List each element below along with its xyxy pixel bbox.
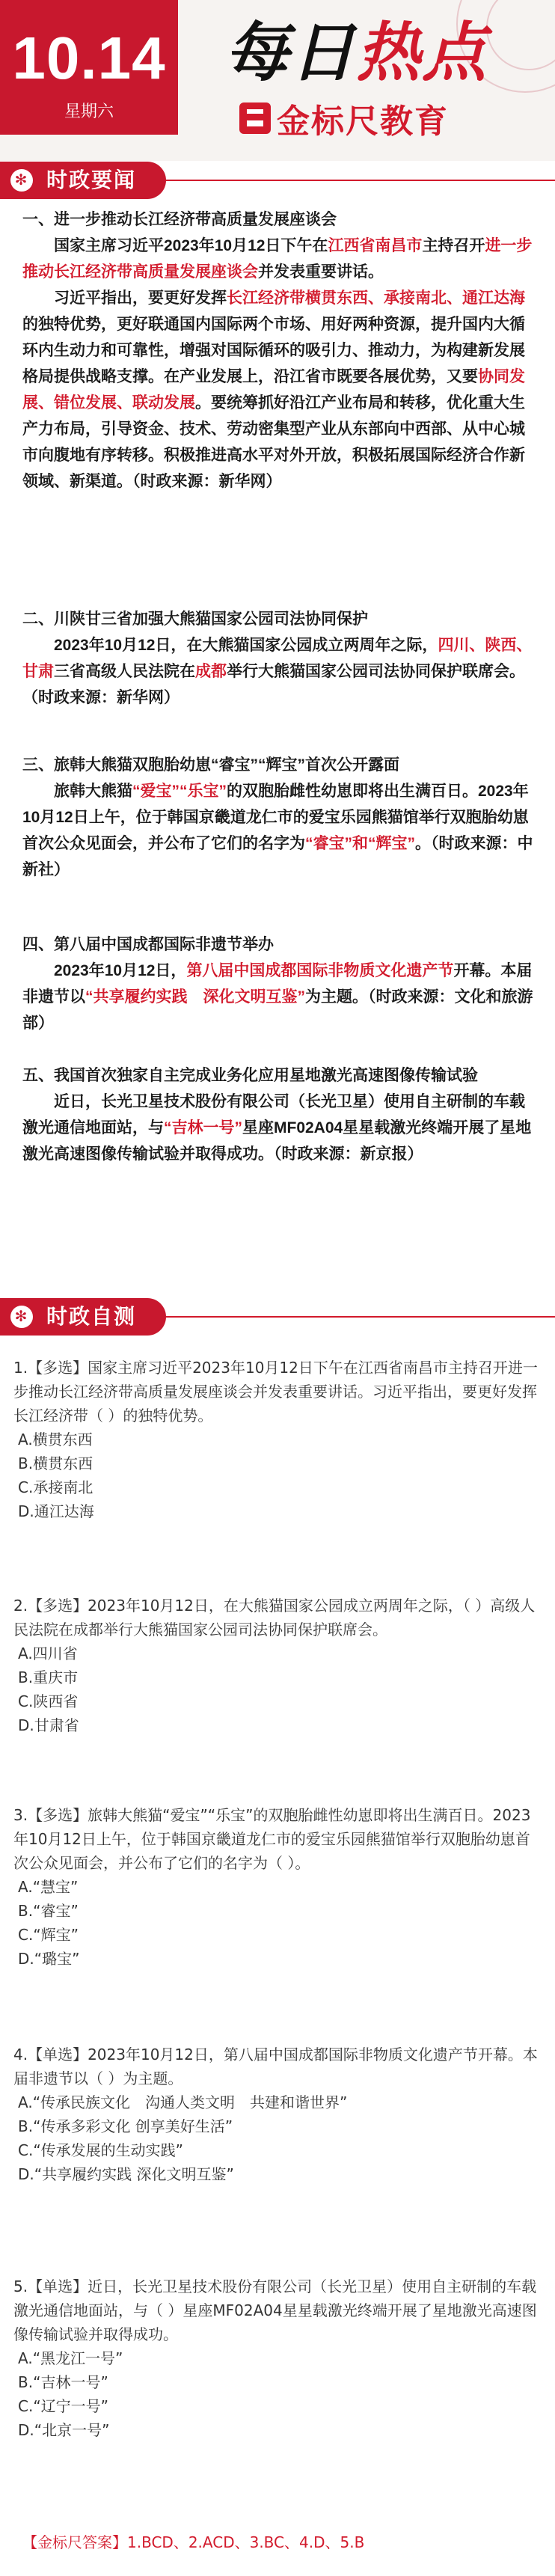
quiz-item-3: [13, 1803, 541, 1971]
quiz-option: B.重庆市: [18, 1668, 79, 1686]
news-heading: 三、旅韩大熊猫双胞胎幼崽“睿宝”“辉宝”首次公开露面: [22, 756, 399, 774]
quiz-option: D.“共享履约实践 深化文明互鉴”: [18, 2165, 234, 2183]
quiz-question: 2.【多选】2023年10月12日，在大熊猫国家公园成立两周年之际，（ ）高级人民法院在成都举行大熊猫国家公园司法协同保护联席会。: [13, 1597, 536, 1639]
news-paragraph: 习近平指出，要更好发挥长江经济带横贯东西、承接南北、通江达海的独特优势，更好联通国内国际两个市场、用好两种资源，提升国内大循环内生动力和可靠性，增强对国际循环的吸引力、推动力，为构建新发展格局提供战略支撑。在产业发展上，沿江省市既要各展优势，又要协同发展、错位发展、联动发展。要统筹抓好沿江产业布局和转移，优化重大生产力布局，引导资金、技术、劳动密集型产业从东部向中西部、从中心城市向腹地有序转移。积极推进高水平对外开放，积极拓展国际经济合作新领域、新渠道。（时政来源：新华网）: [22, 290, 525, 490]
news-heading: 二、川陕甘三省加强大熊猫国家公园司法协同保护: [22, 611, 368, 628]
header: [0, 0, 555, 161]
quiz-option: A.“传承民族文化 沟通人类文明 共建和谐世界”: [18, 2093, 348, 2111]
star-icon: ✻: [10, 1306, 33, 1328]
quiz-option: B.横贯东西: [18, 1454, 93, 1472]
quiz-option: C.承接南北: [18, 1478, 93, 1496]
quiz-option: B.“吉林一号”: [18, 2373, 108, 2391]
news-paragraph: 2023年10月12日，在大熊猫国家公园成立两周年之际，四川、陕西、甘肃三省高级人民法院在成都举行大熊猫国家公园司法协同保护联席会。（时政来源：新华网）: [22, 637, 533, 706]
date-block: [0, 0, 178, 135]
news-item-5: [22, 1062, 539, 1167]
quiz-option: A.“慧宝”: [18, 1878, 79, 1896]
weekday: 星期六: [64, 102, 114, 120]
quiz-question: 4.【单选】2023年10月12日，第八届中国成都国际非物质文化遗产节开幕。本届非遗节以（ ）为主题。: [13, 2046, 538, 2087]
title-part-1: 每日: [224, 15, 356, 91]
quiz-item-1: [13, 1356, 541, 1523]
news-paragraph: 近日，长光卫星技术股份有限公司（长光卫星）使用自主研制的车载激光通信地面站，与“吉林一号”星座MF02A04星星载激光终端开展了星地激光高速图像传输试验并取得成功。（时政来源：新京报）: [22, 1093, 532, 1163]
news-heading: 一、进一步推动长江经济带高质量发展座谈会: [22, 211, 337, 228]
title-part-2: 热点: [356, 15, 488, 91]
quiz-option: C.“辉宝”: [18, 1926, 79, 1944]
news-item-3: [22, 752, 539, 883]
news-paragraph: 旅韩大熊猫“爱宝”“乐宝”的双胞胎雌性幼崽即将出生满百日。2023年10月12日上午，位于韩国京畿道龙仁市的爱宝乐园熊猫馆举行双胞胎幼崽首次公众见面会，并公布了它们的名字为“睿宝”和“辉宝”。（时政来源：中新社）: [22, 783, 533, 878]
quiz-question: 5.【单选】近日，长光卫星技术股份有限公司（长光卫星）使用自主研制的车载激光通信地面站，与（ ）星座MF02A04星星载激光终端开展了星地激光高速图像传输试验并取得成功。: [13, 2277, 537, 2343]
star-icon: ✻: [10, 169, 33, 192]
quiz-option: D.甘肃省: [18, 1716, 79, 1734]
news-item-4: [22, 931, 539, 1036]
quiz-option: D.“北京一号”: [18, 2421, 110, 2439]
quiz-option: D.“璐宝”: [18, 1950, 80, 1968]
quiz-item-2: [13, 1594, 541, 1737]
quiz-option: A.横贯东西: [18, 1431, 93, 1448]
quiz-item-4: [13, 2043, 541, 2186]
news-section-header: [0, 162, 555, 199]
quiz-option: D.通江达海: [18, 1502, 94, 1520]
news-paragraph: 国家主席习近平2023年10月12日下午在江西省南昌市主持召开进一步推动长江经济带高质量发展座谈会并发表重要讲话。: [22, 237, 533, 281]
date-number: 10.14: [12, 25, 166, 91]
news-paragraph: 2023年10月12日，第八届中国成都国际非物质文化遗产节开幕。本届非遗节以“共享履约实践 深化文明互鉴”为主题。（时政来源：文化和旅游部）: [22, 962, 533, 1032]
quiz-option: A.“黑龙江一号”: [18, 2349, 123, 2367]
news-heading: 四、第八届中国成都国际非遗节举办: [22, 936, 274, 953]
quiz-section-header: [0, 1298, 555, 1336]
quiz-section-title: [0, 1298, 166, 1336]
quiz-question: 1.【多选】国家主席习近平2023年10月12日下午在江西省南昌市主持召开进一步推动长江经济带高质量发展座谈会并发表重要讲话。习近平指出，要更好发挥长江经济带（ ）的独特优势。: [13, 1359, 538, 1425]
news-item-2: [22, 606, 539, 711]
news-section-title: [0, 162, 166, 199]
answer-key: 【金标尺答案】1.BCD、2.ACD、3.BC、4.D、5.B: [22, 2533, 365, 2551]
news-item-1: [22, 206, 539, 495]
quiz-option: A.四川省: [18, 1645, 78, 1662]
news-section-label: 时政要闻: [46, 168, 137, 192]
quiz-option: C.“传承发展的生动实践”: [18, 2141, 184, 2159]
quiz-question: 3.【多选】旅韩大熊猫“爱宝”“乐宝”的双胞胎雌性幼崽即将出生满百日。2023年10月12日上午，位于韩国京畿道龙仁市的爱宝乐园熊猫馆举行双胞胎幼崽首次公众见面会，并公布了它们的名字为（ ）。: [13, 1806, 531, 1872]
quiz-section-label: 时政自测: [46, 1305, 137, 1328]
page-title: [224, 13, 524, 92]
brand-logo-icon: [239, 103, 271, 134]
quiz-option: B.“传承多彩文化 创享美好生活”: [18, 2117, 233, 2135]
brand: [239, 97, 449, 139]
quiz-option: B.“睿宝”: [18, 1902, 79, 1920]
brand-name: 金标尺教育: [277, 103, 449, 140]
quiz-option: C.陕西省: [18, 1692, 79, 1710]
quiz-option: C.“辽宁一号”: [18, 2397, 109, 2415]
quiz-item-5: [13, 2274, 541, 2442]
news-heading: 五、我国首次独家自主完成业务化应用星地激光高速图像传输试验: [22, 1067, 478, 1084]
